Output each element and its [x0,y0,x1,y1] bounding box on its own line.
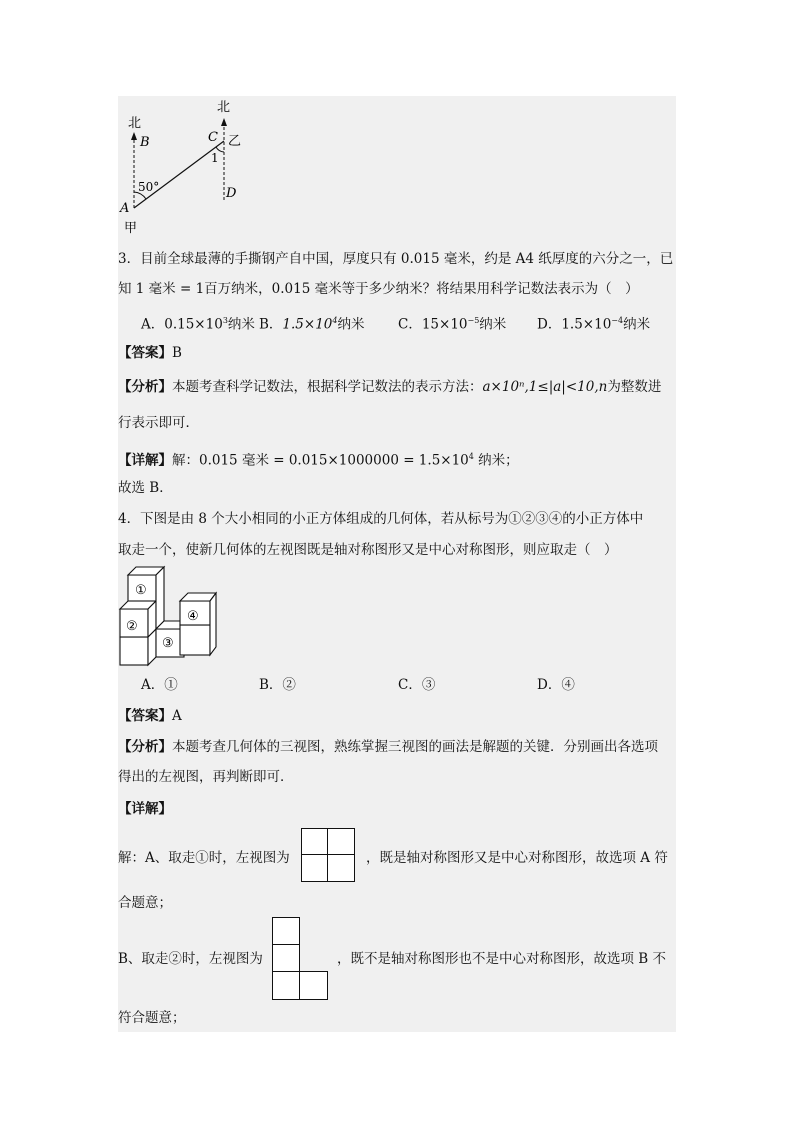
cube-label-3: ③ [162,636,174,651]
q3-detail: 【详解】解：0.015 毫米 = $0.015\times 1000000 = 1.5\times 10^4$ 纳米； [118,452,519,469]
cube-label-1: ① [135,583,147,598]
angle-label-1: 1 [211,151,219,165]
q3-option-c: C．$15\times 10^{-5}$纳米 [398,316,507,333]
north-label-left: 北 [128,116,142,131]
cube-1-side [156,567,164,629]
cube-label-2: ② [126,619,138,634]
q3-option-a: A．$0.15\times 10^3$纳米 [141,316,255,333]
grid-a-cell [327,828,355,855]
q4-analysis-line2: 得出的左视图，再判断即可． [118,769,294,785]
q4-option-c: C．③ [398,677,436,693]
angle-label-50: 50° [138,180,160,194]
cube-right-bottom [180,625,210,655]
q3-line2: 知 1 毫米 = 1百万纳米，0.015 毫米等于多少纳米？将结果用科学记数法表示为（ ） [118,281,639,297]
q4-option-a: A．① [141,677,178,693]
north-arrow-right [221,118,227,126]
grid-a-cell [327,854,355,882]
grid-a-cell [301,828,328,855]
q4-analysis-line1: 【分析】本题考查几何体的三视图，熟练掌握三视图的画法是解题的关键．分别画出各选项 [118,739,658,755]
point-label-yi: 乙 [228,134,242,149]
grid-b-cell [272,971,300,1000]
q3-conclusion: 故选 B． [118,480,173,496]
grid-b-cell [299,971,328,1000]
q3-line1: 3．目前全球最薄的手撕钢产自中国，厚度只有 0.015 毫米，约是 A4 纸厚度的六分之一，已 [118,251,674,267]
left-view-grid-a [301,828,355,882]
q4-detail-label: 【详解】 [118,801,172,817]
q3-analysis: 【分析】本题考查科学记数法，根据科学记数法的表示方法：a×10ⁿ,1≤|a|<10,n为整数进 [118,379,662,395]
q3-option-b: B．$1.5\times 10^4$纳米 [259,316,365,333]
q4-option-d: D．④ [537,677,575,693]
q3-analysis-line2: 行表示即可． [118,415,199,431]
grid-b-cell [272,944,300,972]
direction-figure [118,96,258,238]
point-label-D: D [226,186,237,201]
cube-4-side [210,593,216,655]
q3-option-d: D．$1.5\times 10^{-4}$纳米 [537,316,651,333]
point-label-A: A [120,201,130,216]
q4-answer: 【答案】A [118,708,182,724]
grid-a-cell [301,854,328,882]
q4-detail-a-post: ，既是轴对称图形又是中心对称图形，故选项 A 符 [366,850,668,866]
q4-detail-a-line2: 合题意； [118,895,172,911]
label-jia: 甲 [124,221,138,236]
q4-option-b: B．② [259,677,296,693]
point-label-B: B [140,135,150,150]
grid-b-cell [272,917,300,945]
cube-bottom-left [120,637,148,665]
north-arrow-left [131,132,137,140]
north-label-right: 北 [217,100,231,115]
cube-figure [118,563,222,669]
q4-detail-a-pre: 解：A、取走①时，左视图为 [118,850,290,866]
q4-detail-b-post: ，既不是轴对称图形也不是中心对称图形，故选项 B 不 [337,951,667,967]
q4-line1: 4．下图是由 8 个大小相同的小正方体组成的几何体，若从标号为①②③④的小正方体中 [118,511,644,527]
q4-line2: 取走一个，使新几何体的左视图既是轴对称图形又是中心对称图形，则应取走（ ） [118,542,618,558]
q3-answer: 【答案】B [118,345,182,361]
point-label-C: C [208,130,218,145]
q4-detail-b-line2: 符合题意； [118,1010,186,1026]
q4-detail-b-pre: B、取走②时，左视图为 [118,951,263,967]
left-view-grid-b [272,917,328,1001]
cube-label-4: ④ [187,609,199,624]
